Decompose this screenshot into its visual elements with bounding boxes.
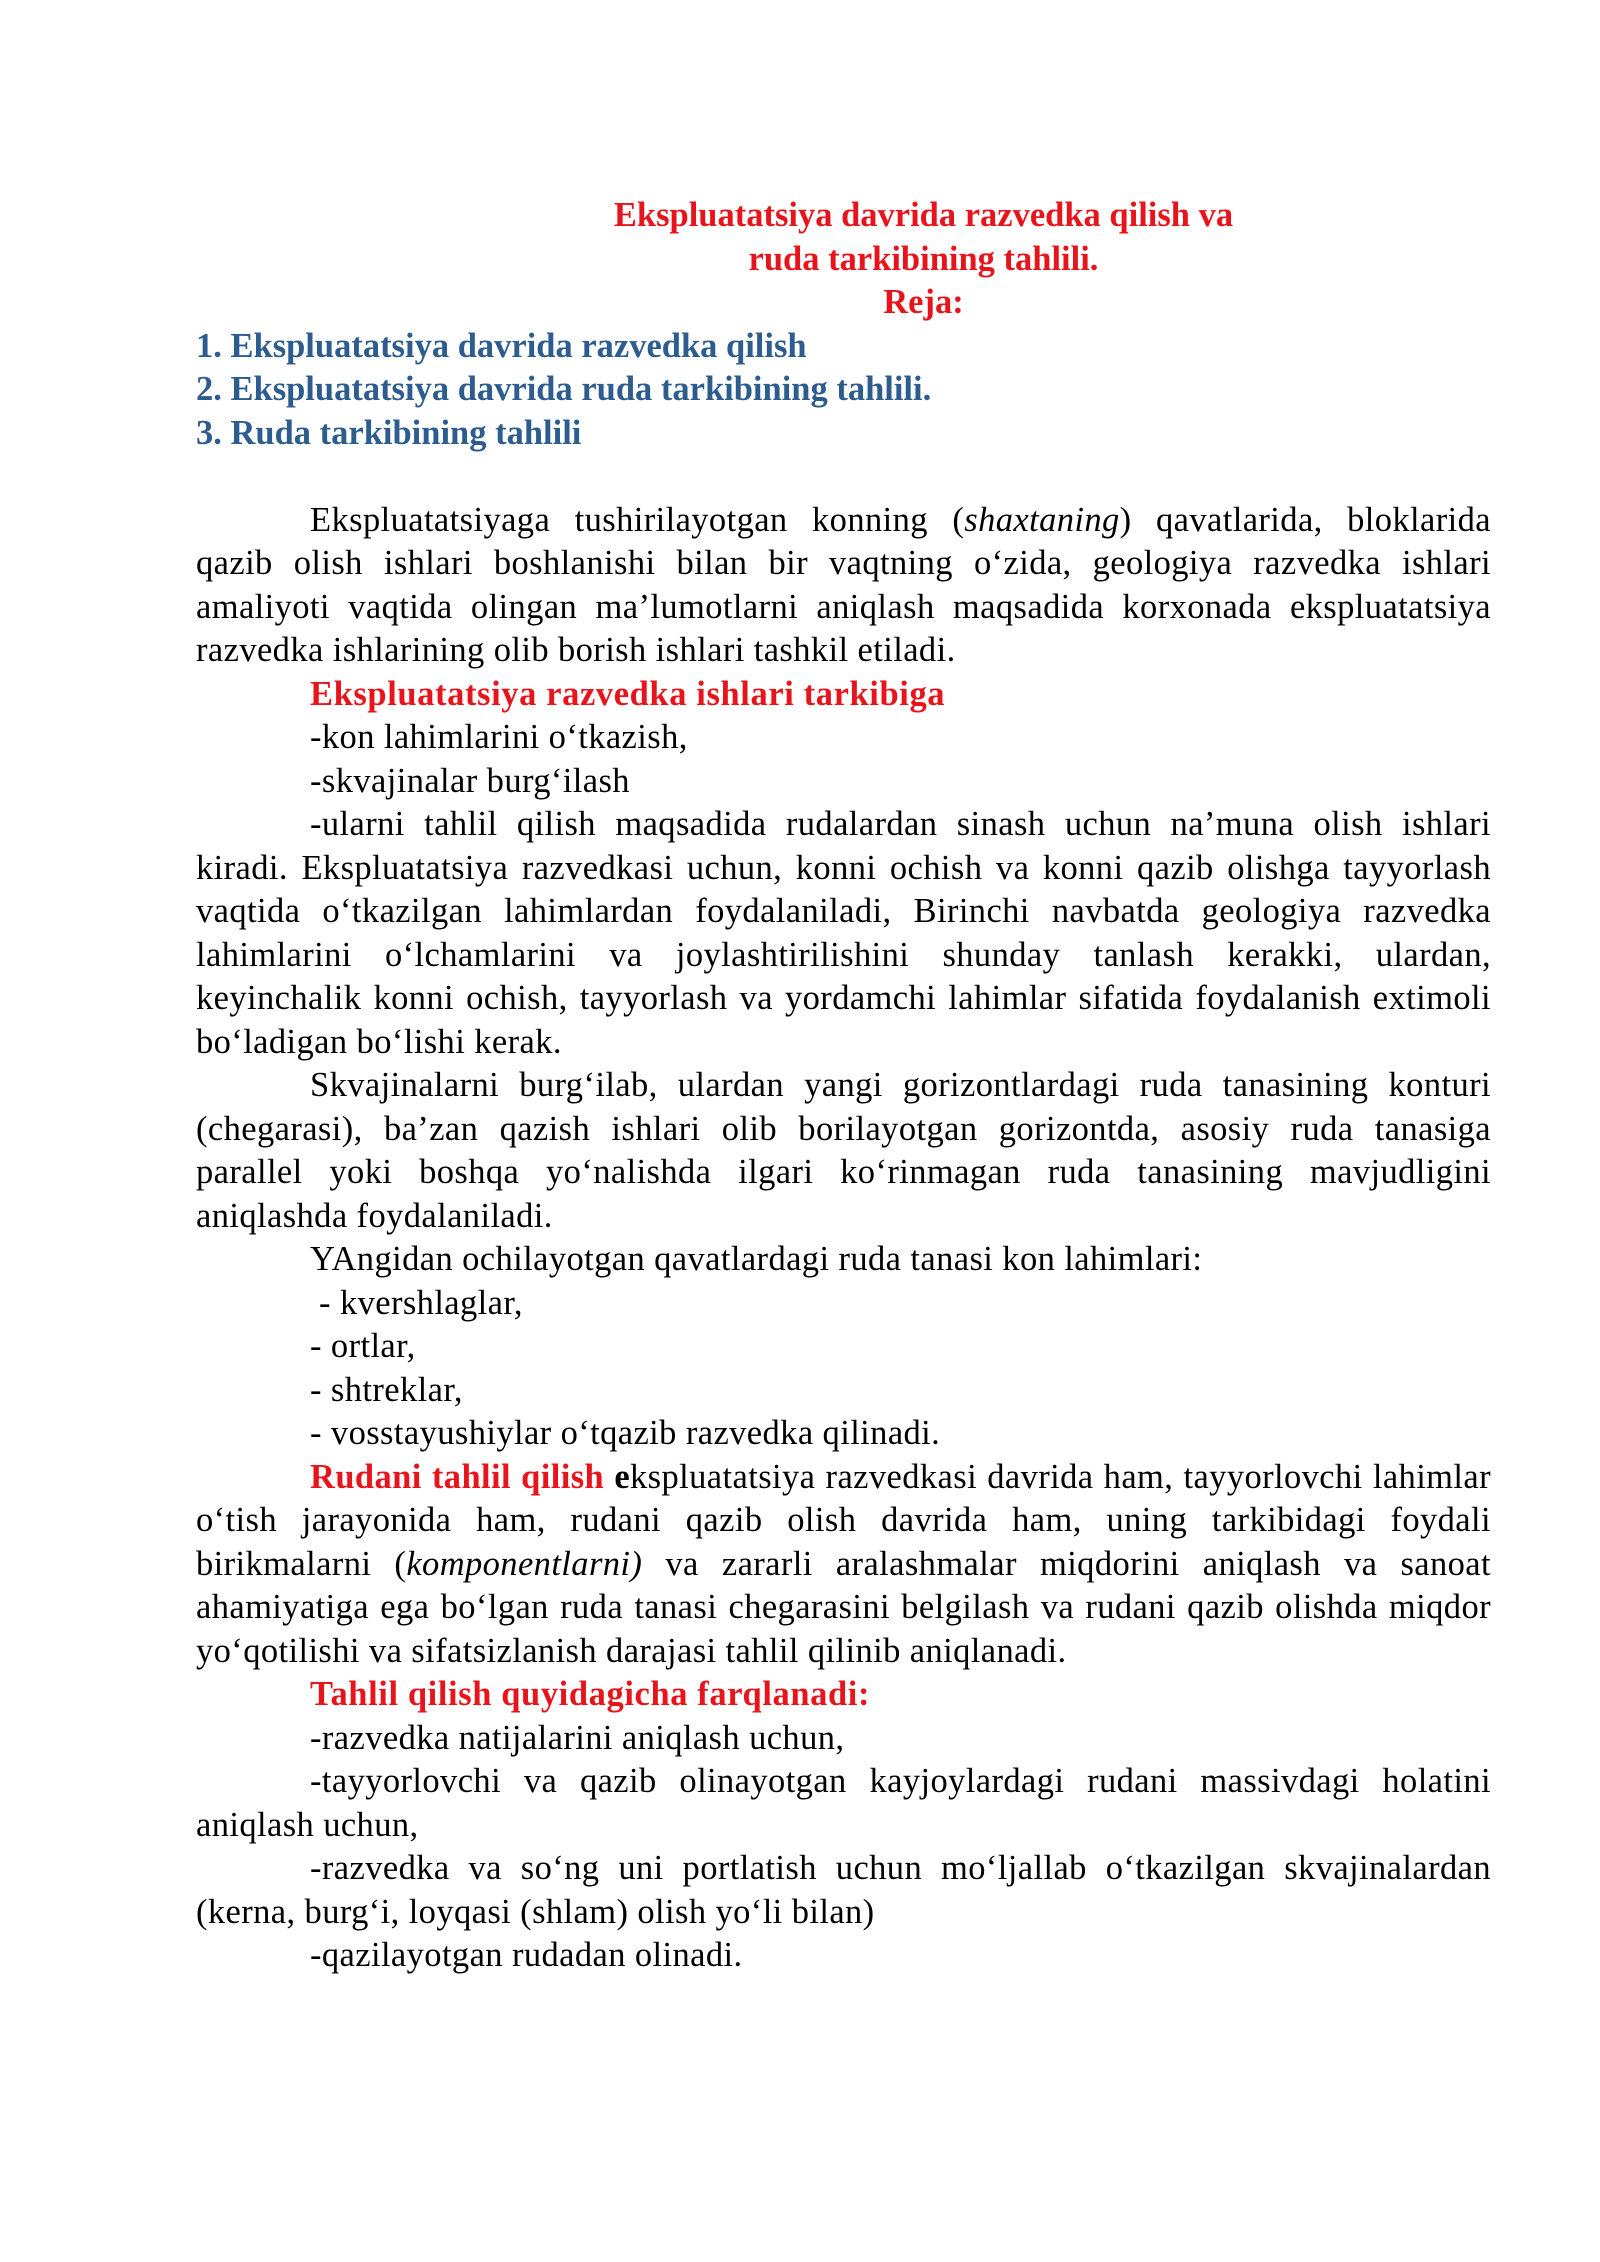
ore-analysis-paragraph (196, 1456, 1491, 1674)
analysis-item-4: -qazilayotgan rudadan olinadi. (310, 1936, 743, 1974)
ore-analysis-bold-letter: e (614, 1457, 631, 1496)
section-heading-exploration-works: Ekspluatatsiya razvedka ishlari tarkibiga (310, 674, 946, 713)
working-item-orts: - ortlar, (310, 1327, 416, 1365)
ore-analysis-lead: Rudani tahlil qilish (310, 1457, 615, 1496)
document-title-line-2: ruda tarkibining tahlili. (748, 239, 1099, 278)
plan-item-1: 1. Ekspluatatsiya davrida razvedka qilish (196, 326, 807, 365)
intro-paragraph (196, 499, 1491, 673)
list-item-drilling: -skvajinalar burg‘ilash (310, 761, 630, 800)
intro-italic-term: shaxtaning (964, 500, 1120, 539)
document-page (196, 194, 1491, 1978)
working-item-raises: - vosstayushiylar o‘tqazib razvedka qilinadi. (310, 1414, 941, 1452)
document-title-line-1: Ekspluatatsiya davrida razvedka qilish va (613, 196, 1234, 234)
intro-text-start: Ekspluatatsiyaga tushirilayotgan konning ( (310, 500, 965, 539)
working-item-drifts: - shtreklar, (310, 1370, 463, 1409)
plan-label: Reja: (883, 283, 964, 321)
new-levels-intro: YAngidan ochilayotgan qavatlardagi ruda tanasi kon lahimlari: (310, 1240, 1203, 1278)
ore-analysis-text: kspluatatsiya razvedkasi davrida ham, tayyorlovchi lahimlar o‘tish jarayonida ham, rudani qazib olish davrida ham, uning tarkibidagi foydali birikmalarni ( (196, 1457, 1491, 1583)
plan-item-3: 3. Ruda tarkibining tahlili (196, 413, 582, 452)
analysis-item-1: -razvedka natijalarini aniqlash uchun, (310, 1718, 845, 1757)
drilling-paragraph: Skvajinalarni burg‘ilab, ulardan yangi gorizontlardagi ruda tanasining konturi (chegarasi), ba’zan qazish ishlari olib borilayotgan gorizontda, asosiy ruda tanasiga parallel yoki boshqa yo‘nalishda ilgari ko‘rinmagan ruda tanasining mavjudligini aniqlashda foydalaniladi. (196, 1066, 1491, 1235)
analysis-item-2: -tayyorlovchi va qazib olinayotgan kayjoylardagi rudani massivdagi holatini aniqlash uchun, (196, 1762, 1491, 1844)
sampling-paragraph: -ularni tahlil qilish maqsadida rudalardan sinash uchun na’muna olish ishlari kiradi. Ekspluatatsiya razvedkasi uchun, konni ochish va konni qazib olishga tayyorlash vaqtida o‘tkazilgan lahimlardan foydalaniladi, Birinchi navbatda geologiya razvedka lahimlarini o‘lchamlarini va joylashtirilishini shunday tanlash kerakki, ulardan, keyinchalik konni ochish, tayyorlash va yordamchi lahimlar sifatida foydalanish extimoli bo‘ladigan bo‘lishi kerak. (196, 805, 1491, 1061)
intro-text-end: ) qavatlarida, bloklarida qazib olish ishlari boshlanishi bilan bir vaqtning o‘zida, geologiya razvedka ishlari amaliyoti vaqtida olingan ma’lumotlarni aniqlash maqsadida korxonada ekspluatatsiya razvedka ishlarining olib borish ishlari tashkil etiladi. (196, 500, 1491, 669)
working-item-crosscuts: - kvershlaglar, (310, 1283, 523, 1322)
ore-analysis-italic-term: komponentlarni) (406, 1544, 643, 1583)
section-heading-analysis-types: Tahlil qilish quyidagicha farqlanadi: (310, 1675, 871, 1713)
blank-line (196, 455, 1491, 499)
ore-analysis-text-end: va zararli aralashmalar miqdorini aniqlash va sanoat ahamiyatiga ega bo‘lgan ruda tanasi chegarasini belgilash va rudani qazib olishda miqdor yo‘qotilishi va sifatsizlanish darajasi tahlil qilinib aniqlanadi. (196, 1544, 1492, 1670)
plan-item-2: 2. Ekspluatatsiya davrida ruda tarkibining tahlili. (196, 370, 932, 408)
analysis-item-3: -razvedka va so‘ng uni portlatish uchun mo‘ljallab o‘tkazilgan skvajinalardan (kerna, burg‘i, loyqasi (shlam) olish yo‘li bilan) (196, 1849, 1491, 1931)
list-item-mine-workings: -kon lahimlarini o‘tkazish, (310, 718, 688, 756)
